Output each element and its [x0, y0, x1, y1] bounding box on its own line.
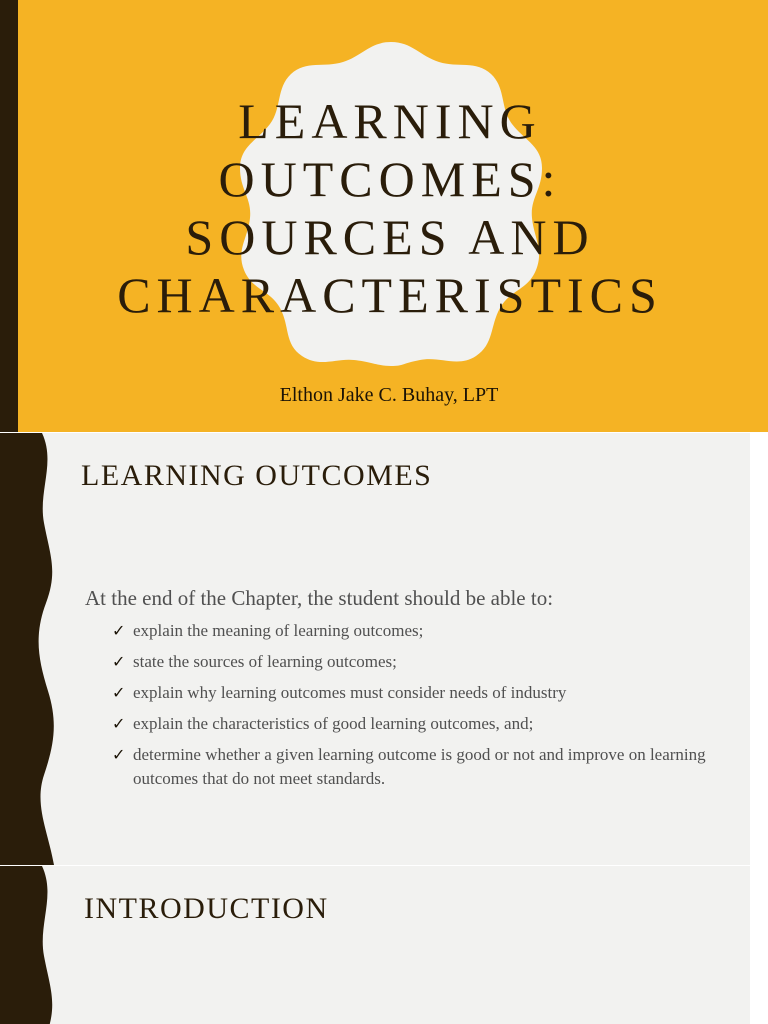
title-line: LEARNING — [238, 93, 542, 149]
intro-text: At the end of the Chapter, the student should be able to: — [85, 586, 554, 610]
list-item-text: explain the meaning of learning outcomes; — [133, 621, 424, 640]
learning-outcomes-slide — [0, 433, 768, 865]
checkmark-icon: ✓ — [112, 745, 126, 764]
list-item — [112, 619, 722, 643]
checkmark-icon: ✓ — [112, 714, 126, 733]
list-item-text: explain the characteristics of good learning outcomes, and; — [133, 714, 534, 733]
author-name: Elthon Jake C. Buhay, LPT — [279, 384, 499, 406]
title-line: SOURCES AND — [185, 209, 595, 265]
title-slide — [0, 0, 768, 432]
list-item — [112, 712, 722, 736]
list-item-text: determine whether a given learning outcome is good or not and improve on learning outcomes that do not meet standards. — [133, 745, 706, 788]
title-line: CHARACTERISTICS — [117, 267, 663, 323]
checkmark-icon: ✓ — [112, 621, 126, 640]
introduction-slide — [0, 866, 768, 1024]
right-edge-strip — [750, 433, 768, 865]
slide-heading: INTRODUCTION — [84, 892, 329, 925]
list-item — [112, 743, 722, 791]
list-item-text: explain why learning outcomes must consider needs of industry — [133, 683, 567, 702]
outcomes-list — [112, 619, 722, 798]
presentation-title — [60, 92, 720, 324]
wavy-left-border — [0, 866, 60, 1024]
list-item — [112, 650, 722, 674]
left-accent-strip — [0, 0, 18, 432]
checkmark-icon: ✓ — [112, 652, 126, 671]
right-edge-strip — [750, 866, 768, 1024]
list-item-text: state the sources of learning outcomes; — [133, 652, 397, 671]
title-line: OUTCOMES: — [218, 151, 562, 207]
slide-heading: LEARNING OUTCOMES — [81, 459, 433, 492]
list-item — [112, 681, 722, 705]
checkmark-icon: ✓ — [112, 683, 126, 702]
wavy-left-border — [0, 433, 60, 865]
